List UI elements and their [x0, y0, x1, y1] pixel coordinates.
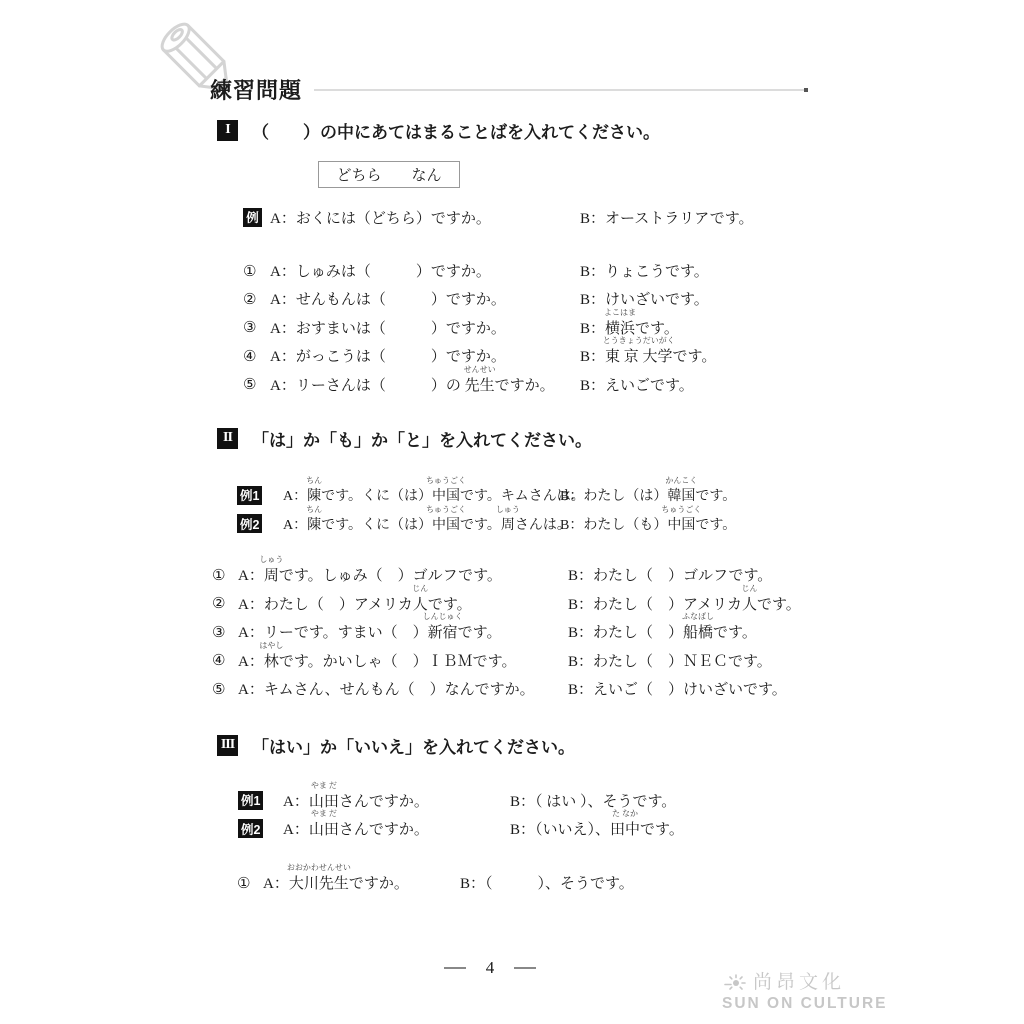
dialogue-b — [510, 809, 684, 839]
dialogue-b — [460, 872, 634, 893]
title-rule — [314, 89, 808, 91]
text-run: です。くに（は） — [321, 517, 433, 533]
text-with-furigana: よこはま 横浜 — [604, 307, 637, 337]
circled-number: ③ — [243, 318, 257, 337]
furigana: しゅう — [495, 504, 520, 514]
dialogue-a — [283, 780, 510, 811]
dialogue-a — [270, 345, 580, 366]
dialogue-a — [238, 612, 568, 642]
page-number: 4 — [485, 958, 495, 977]
text-run: A： — [238, 568, 264, 585]
word-choice: どちら — [336, 168, 382, 184]
example-label-box: 例 — [243, 208, 262, 227]
furigana: ちゅうごく — [426, 476, 467, 486]
text-run: A： — [283, 489, 308, 505]
publisher-logo — [722, 971, 888, 1013]
dialogue-b — [580, 374, 694, 395]
question-number — [237, 874, 263, 892]
text-run: です。くに（は） — [321, 489, 433, 505]
text-run: B：わたし（ ）アメリカ — [568, 596, 742, 613]
footer-dash — [444, 967, 466, 969]
publisher-logo-row — [722, 971, 888, 995]
circled-number: ① — [212, 565, 226, 584]
example-row — [237, 504, 1024, 537]
text-run: B： — [580, 349, 606, 366]
text-with-furigana: ちゅうごく 中国 — [661, 504, 702, 533]
question-number — [243, 347, 270, 365]
dialogue-a — [270, 288, 580, 309]
furigana: ちん — [306, 504, 323, 514]
question-row — [212, 674, 1024, 702]
example-rows — [0, 203, 1024, 231]
question-number — [212, 566, 238, 584]
example-row — [238, 809, 1024, 842]
text-with-furigana: おおかわせんせい 大川先生 — [286, 863, 351, 893]
text-run: です。 — [457, 625, 502, 642]
text-with-furigana: しゅう 周 — [495, 504, 520, 533]
text-run: です。 — [635, 320, 679, 337]
dialogue-a — [263, 863, 460, 893]
sun-logo-icon — [722, 971, 748, 995]
question-rows — [0, 256, 1024, 398]
text-run: B：りょこうです。 — [580, 264, 709, 281]
question-number — [243, 262, 270, 280]
section-header — [217, 733, 1024, 757]
dialogue-b — [510, 790, 676, 811]
text-run: B：えいご（ ）けいざいです。 — [568, 682, 787, 699]
text-with-furigana: ちゅうごく 中国 — [426, 504, 467, 533]
dialogue-a — [238, 583, 568, 614]
text-run: B：（ ）、そうです。 — [460, 876, 634, 893]
circled-number: ① — [237, 873, 251, 892]
text-run: A： — [263, 876, 289, 893]
dialogue-b — [580, 288, 709, 309]
text-with-furigana: はやし 林 — [259, 640, 284, 670]
text-run: です。 — [672, 349, 717, 366]
question-row — [212, 583, 1024, 617]
dialogue-a — [283, 476, 585, 505]
text-run: です。 — [713, 625, 757, 642]
text-run: さんは。 — [514, 517, 571, 533]
text-with-furigana: とうきょうだいがく 東 京 大学 — [602, 336, 675, 366]
text-run: A：リーさんは（ ）の — [270, 377, 465, 394]
section-header — [217, 426, 1024, 450]
example-label-box: 例2 — [237, 514, 262, 533]
text-run: さんですか。 — [338, 793, 429, 810]
section-marker: III — [217, 735, 238, 756]
section-heading: （ ）の中にあてはまることばを入れてください。 — [252, 122, 660, 142]
question-number — [212, 623, 238, 641]
circled-number: ⑤ — [243, 375, 257, 394]
section-heading: 「は」か「も」か「と」を入れてください。 — [252, 430, 592, 450]
furigana: せんせい — [463, 364, 496, 374]
text-run: ですか。 — [348, 876, 409, 893]
furigana: よこはま — [604, 307, 637, 317]
question-number — [243, 318, 270, 336]
word-choice: なん — [411, 168, 442, 184]
text-with-furigana: ちゅうごく 中国 — [426, 476, 467, 505]
example-row — [243, 203, 1024, 231]
text-run: A： — [283, 793, 309, 810]
dialogue-a — [238, 640, 568, 671]
text-run: A：せんもんは（ ）ですか。 — [270, 292, 506, 309]
dialogue-a — [283, 504, 571, 534]
furigana: じん — [741, 583, 758, 593]
text-run: です。 — [427, 596, 472, 613]
furigana: かんこく — [665, 476, 698, 486]
circled-number: ① — [243, 261, 257, 280]
text-run: です。しゅみ（ ）ゴルフです。 — [278, 568, 502, 585]
text-with-furigana: た なか 田中 — [610, 809, 641, 839]
section-marker: I — [217, 120, 238, 141]
text-with-furigana: ふなばし 船橋 — [682, 612, 715, 642]
circled-number: ② — [243, 289, 257, 308]
text-run: B：（いいえ）、 — [510, 822, 611, 839]
text-run: B：わたし（は） — [560, 489, 668, 505]
furigana: しんじゅく — [422, 612, 463, 622]
question-number — [243, 375, 270, 393]
text-run: です。 — [756, 596, 801, 613]
section-heading: 「はい」か「いいえ」を入れてください。 — [252, 737, 575, 757]
text-run: A：おくには（どちら）ですか。 — [270, 210, 491, 227]
furigana: はやし — [259, 640, 284, 650]
text-run: B：けいざいです。 — [580, 292, 709, 309]
dialogue-b — [580, 207, 754, 228]
dialogue-b — [580, 336, 717, 366]
text-run: A：しゅみは（ ）ですか。 — [270, 264, 491, 281]
question-rows — [0, 863, 1024, 897]
dialogue-b — [580, 260, 709, 281]
furigana: た なか — [612, 809, 639, 819]
text-with-furigana: じん 人 — [741, 583, 758, 613]
section-header — [217, 118, 1024, 142]
text-run: B：（ はい ）、そうです。 — [510, 793, 677, 810]
furigana: ちん — [306, 476, 323, 486]
text-run: B：オーストラリアです。 — [580, 210, 754, 227]
section-I — [0, 118, 1024, 398]
text-run: ですか。 — [494, 377, 555, 394]
question-row — [243, 364, 1024, 398]
section-marker: II — [217, 428, 238, 449]
text-with-furigana: ちん 陳 — [306, 476, 323, 505]
text-run: A：おすまいは（ ）ですか。 — [270, 320, 506, 337]
text-run: A： — [238, 653, 264, 670]
dialogue-a — [270, 317, 580, 338]
question-number — [212, 594, 238, 612]
dialogue-a — [238, 678, 568, 699]
example-label — [238, 791, 283, 810]
text-run: A： — [283, 822, 309, 839]
question-number — [212, 680, 238, 698]
question-row — [212, 612, 1024, 646]
example-rows — [0, 780, 1024, 843]
text-run: B：えいごです。 — [580, 377, 694, 394]
circled-number: ⑤ — [212, 679, 226, 698]
question-number — [243, 290, 270, 308]
dialogue-b — [568, 583, 801, 614]
furigana: おおかわせんせい — [286, 863, 351, 873]
question-row — [237, 863, 1024, 897]
dialogue-b — [568, 678, 787, 699]
example-label-box: 例1 — [238, 791, 263, 810]
example-row — [237, 476, 1024, 509]
furigana: ちゅうごく — [661, 504, 702, 514]
text-run: A：キムさん、せんもん（ ）なんですか。 — [238, 682, 535, 699]
question-row — [212, 555, 1024, 589]
publisher-name-english: SUN ON CULTURE — [722, 995, 888, 1012]
text-with-furigana: かんこく 韓国 — [665, 476, 698, 505]
dialogue-a — [270, 364, 580, 395]
furigana: じん — [412, 583, 429, 593]
text-with-furigana: じん 人 — [412, 583, 429, 613]
footer-dash — [514, 967, 536, 969]
text-run: です。キムさんは。 — [460, 489, 585, 505]
word-choice-box — [318, 161, 460, 188]
text-with-furigana: やま だ 山田 — [308, 809, 339, 839]
text-run: です。 — [695, 517, 737, 533]
example-rows — [0, 476, 1024, 538]
circled-number: ② — [212, 594, 226, 613]
text-run: B：わたし（ ）ＮＥＣです。 — [568, 653, 772, 670]
dialogue-b — [568, 612, 757, 642]
question-row — [243, 256, 1024, 284]
circled-number: ④ — [243, 346, 257, 365]
text-with-furigana: ちん 陳 — [306, 504, 323, 533]
text-with-furigana: せんせい 先生 — [463, 364, 496, 394]
section-II — [0, 426, 1024, 703]
furigana: ふなばし — [682, 612, 715, 622]
furigana: しゅう — [259, 555, 284, 565]
text-run: A：リーです。すまい（ ） — [238, 625, 428, 642]
page-title: 練習問題 — [210, 78, 303, 103]
example-label — [243, 208, 270, 227]
text-run: B：わたし（ ） — [568, 625, 684, 642]
example-label — [237, 486, 283, 505]
example-label — [238, 819, 283, 838]
dialogue-b — [568, 564, 772, 585]
text-run: です。 — [640, 822, 684, 839]
text-run: A：わたし（ ）アメリカ — [238, 596, 413, 613]
text-run: です。 — [460, 517, 501, 533]
text-run: A：がっこうは（ ）ですか。 — [270, 349, 506, 366]
text-with-furigana: しゅう 周 — [259, 555, 284, 585]
text-run: さんですか。 — [338, 822, 429, 839]
furigana: とうきょうだいがく — [602, 336, 675, 346]
example-label — [237, 514, 283, 533]
dialogue-a — [270, 260, 580, 281]
text-run: です。 — [695, 489, 737, 505]
text-run: です。かいしゃ（ ）ＩＢＭです。 — [278, 653, 517, 670]
dialogue-a — [283, 809, 510, 839]
text-run: A： — [283, 517, 308, 533]
furigana: やま だ — [310, 780, 337, 790]
text-with-furigana: しんじゅく 新宿 — [422, 612, 463, 642]
example-label-box: 例1 — [237, 486, 262, 505]
question-number — [212, 651, 238, 669]
dialogue-a — [270, 207, 580, 228]
furigana: ちゅうごく — [426, 504, 467, 514]
text-run: B：わたし（ ）ゴルフです。 — [568, 568, 773, 585]
dialogue-a — [238, 555, 568, 585]
dialogue-b — [580, 307, 679, 338]
dialogue-b — [568, 650, 772, 671]
text-run: B： — [580, 320, 606, 337]
text-with-furigana: やま だ 山田 — [308, 780, 339, 810]
circled-number: ④ — [212, 651, 226, 670]
text-run: B：わたし（も） — [560, 517, 668, 533]
circled-number: ③ — [212, 622, 226, 641]
question-row — [243, 336, 1024, 370]
dialogue-b — [560, 504, 737, 534]
publisher-name-chinese: 尚昂文化 — [753, 972, 846, 993]
page-header — [210, 74, 808, 105]
dialogue-b — [560, 476, 737, 505]
furigana: やま だ — [310, 809, 337, 819]
question-row — [212, 640, 1024, 674]
question-rows — [0, 555, 1024, 703]
example-label-box: 例2 — [238, 819, 263, 838]
section-III — [0, 733, 1024, 897]
